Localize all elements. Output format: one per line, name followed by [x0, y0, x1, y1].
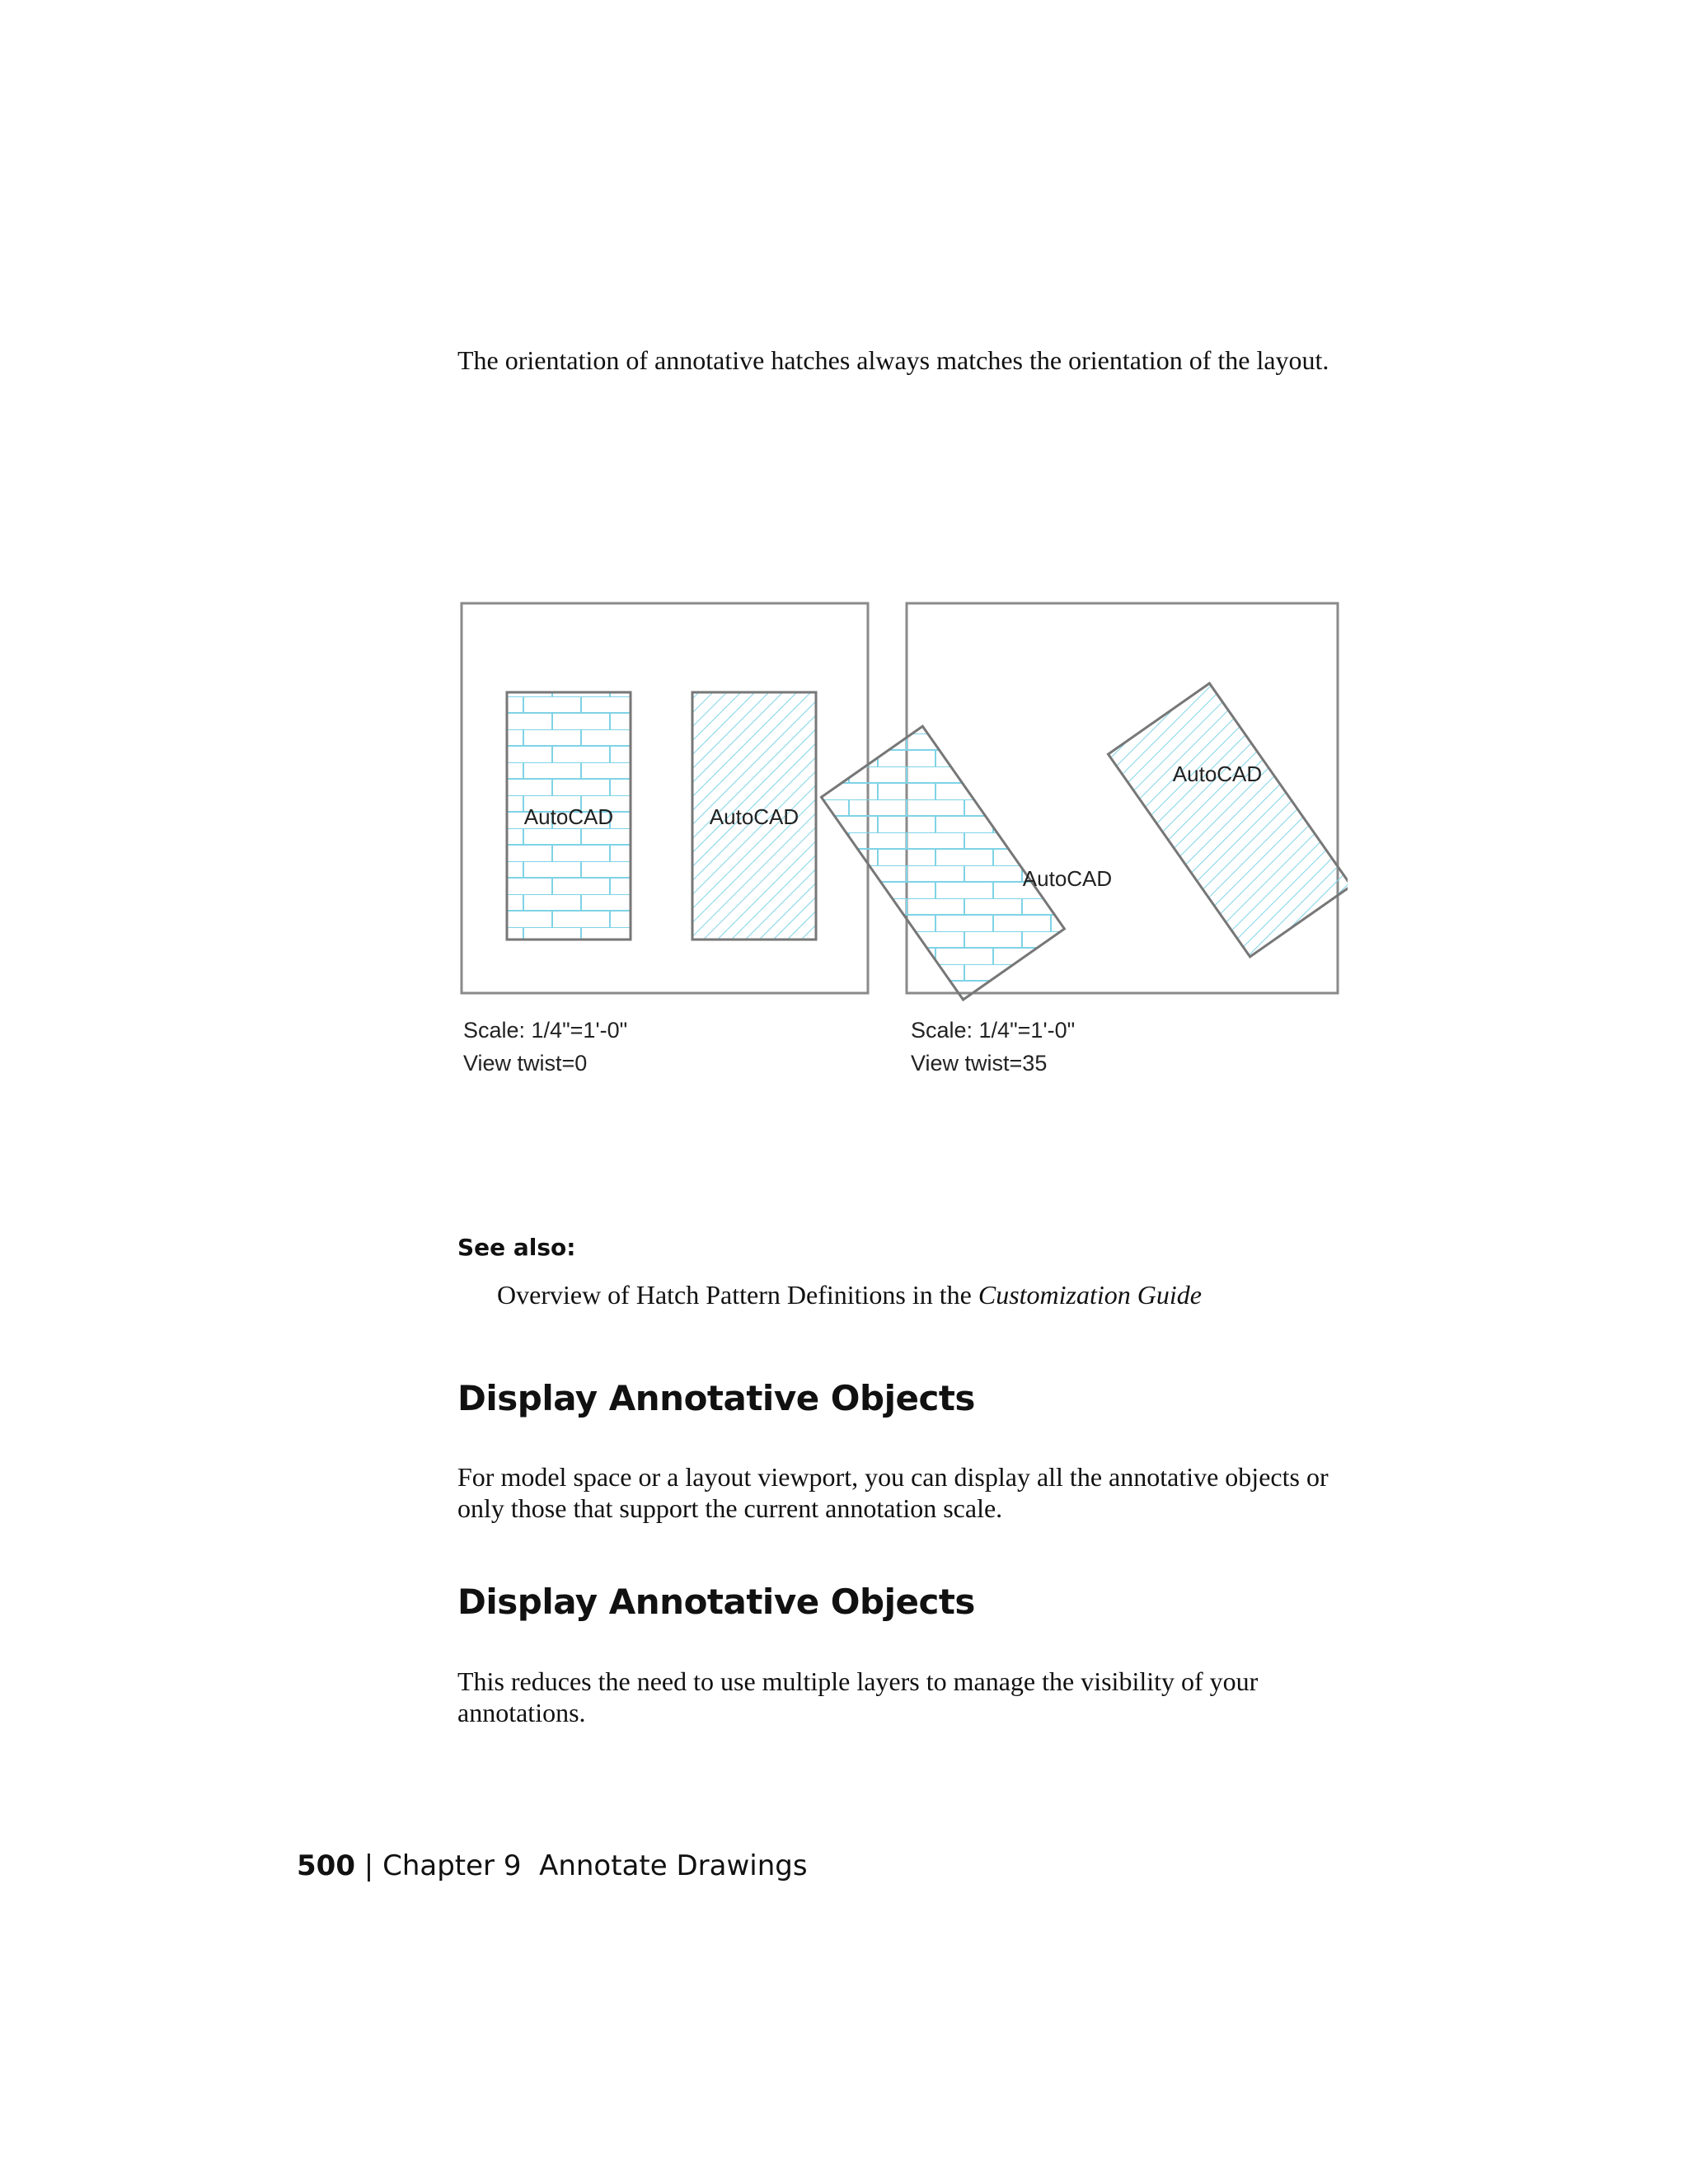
see-also-link-text: Overview of Hatch Pattern Definitions in the	[497, 1280, 978, 1310]
viewport-caption-right	[911, 1014, 1075, 1080]
hatch-label: AutoCAD	[1022, 866, 1113, 891]
section-paragraph: This reduces the need to use multiple layers to manage the visibility of your annotations.	[457, 1666, 1259, 1727]
twist-label: View twist=35	[911, 1051, 1048, 1076]
see-also-label: See also:	[457, 1234, 576, 1261]
section-paragraph: For model space or a layout viewport, you can display all the annotative objects or only those that support the current annotation scale.	[457, 1462, 1329, 1523]
intro-paragraph: The orientation of annotative hatches always matches the orientation of the layout.	[457, 345, 1329, 375]
hatch-label: AutoCAD	[1172, 762, 1263, 786]
scale-label: Scale: 1/4"=1'-0"	[463, 1018, 628, 1043]
hatch-label: AutoCAD	[709, 804, 799, 829]
page-number: 500	[297, 1849, 355, 1882]
page-footer	[297, 1849, 808, 1882]
see-also-guide-title: Customization Guide	[978, 1280, 1202, 1310]
chapter-title: Annotate Drawings	[539, 1849, 808, 1882]
scale-label: Scale: 1/4"=1'-0"	[911, 1018, 1076, 1043]
chapter-label: Chapter 9	[382, 1849, 522, 1882]
footer-separator: |	[363, 1849, 374, 1882]
section-heading: Display Annotative Objects	[457, 1378, 975, 1418]
hatch-label: AutoCAD	[523, 804, 614, 829]
section-heading: Display Annotative Objects	[457, 1582, 975, 1622]
viewport-caption-left	[463, 1014, 627, 1080]
twist-label: View twist=0	[463, 1051, 588, 1076]
see-also-link[interactable]	[497, 1279, 1354, 1310]
